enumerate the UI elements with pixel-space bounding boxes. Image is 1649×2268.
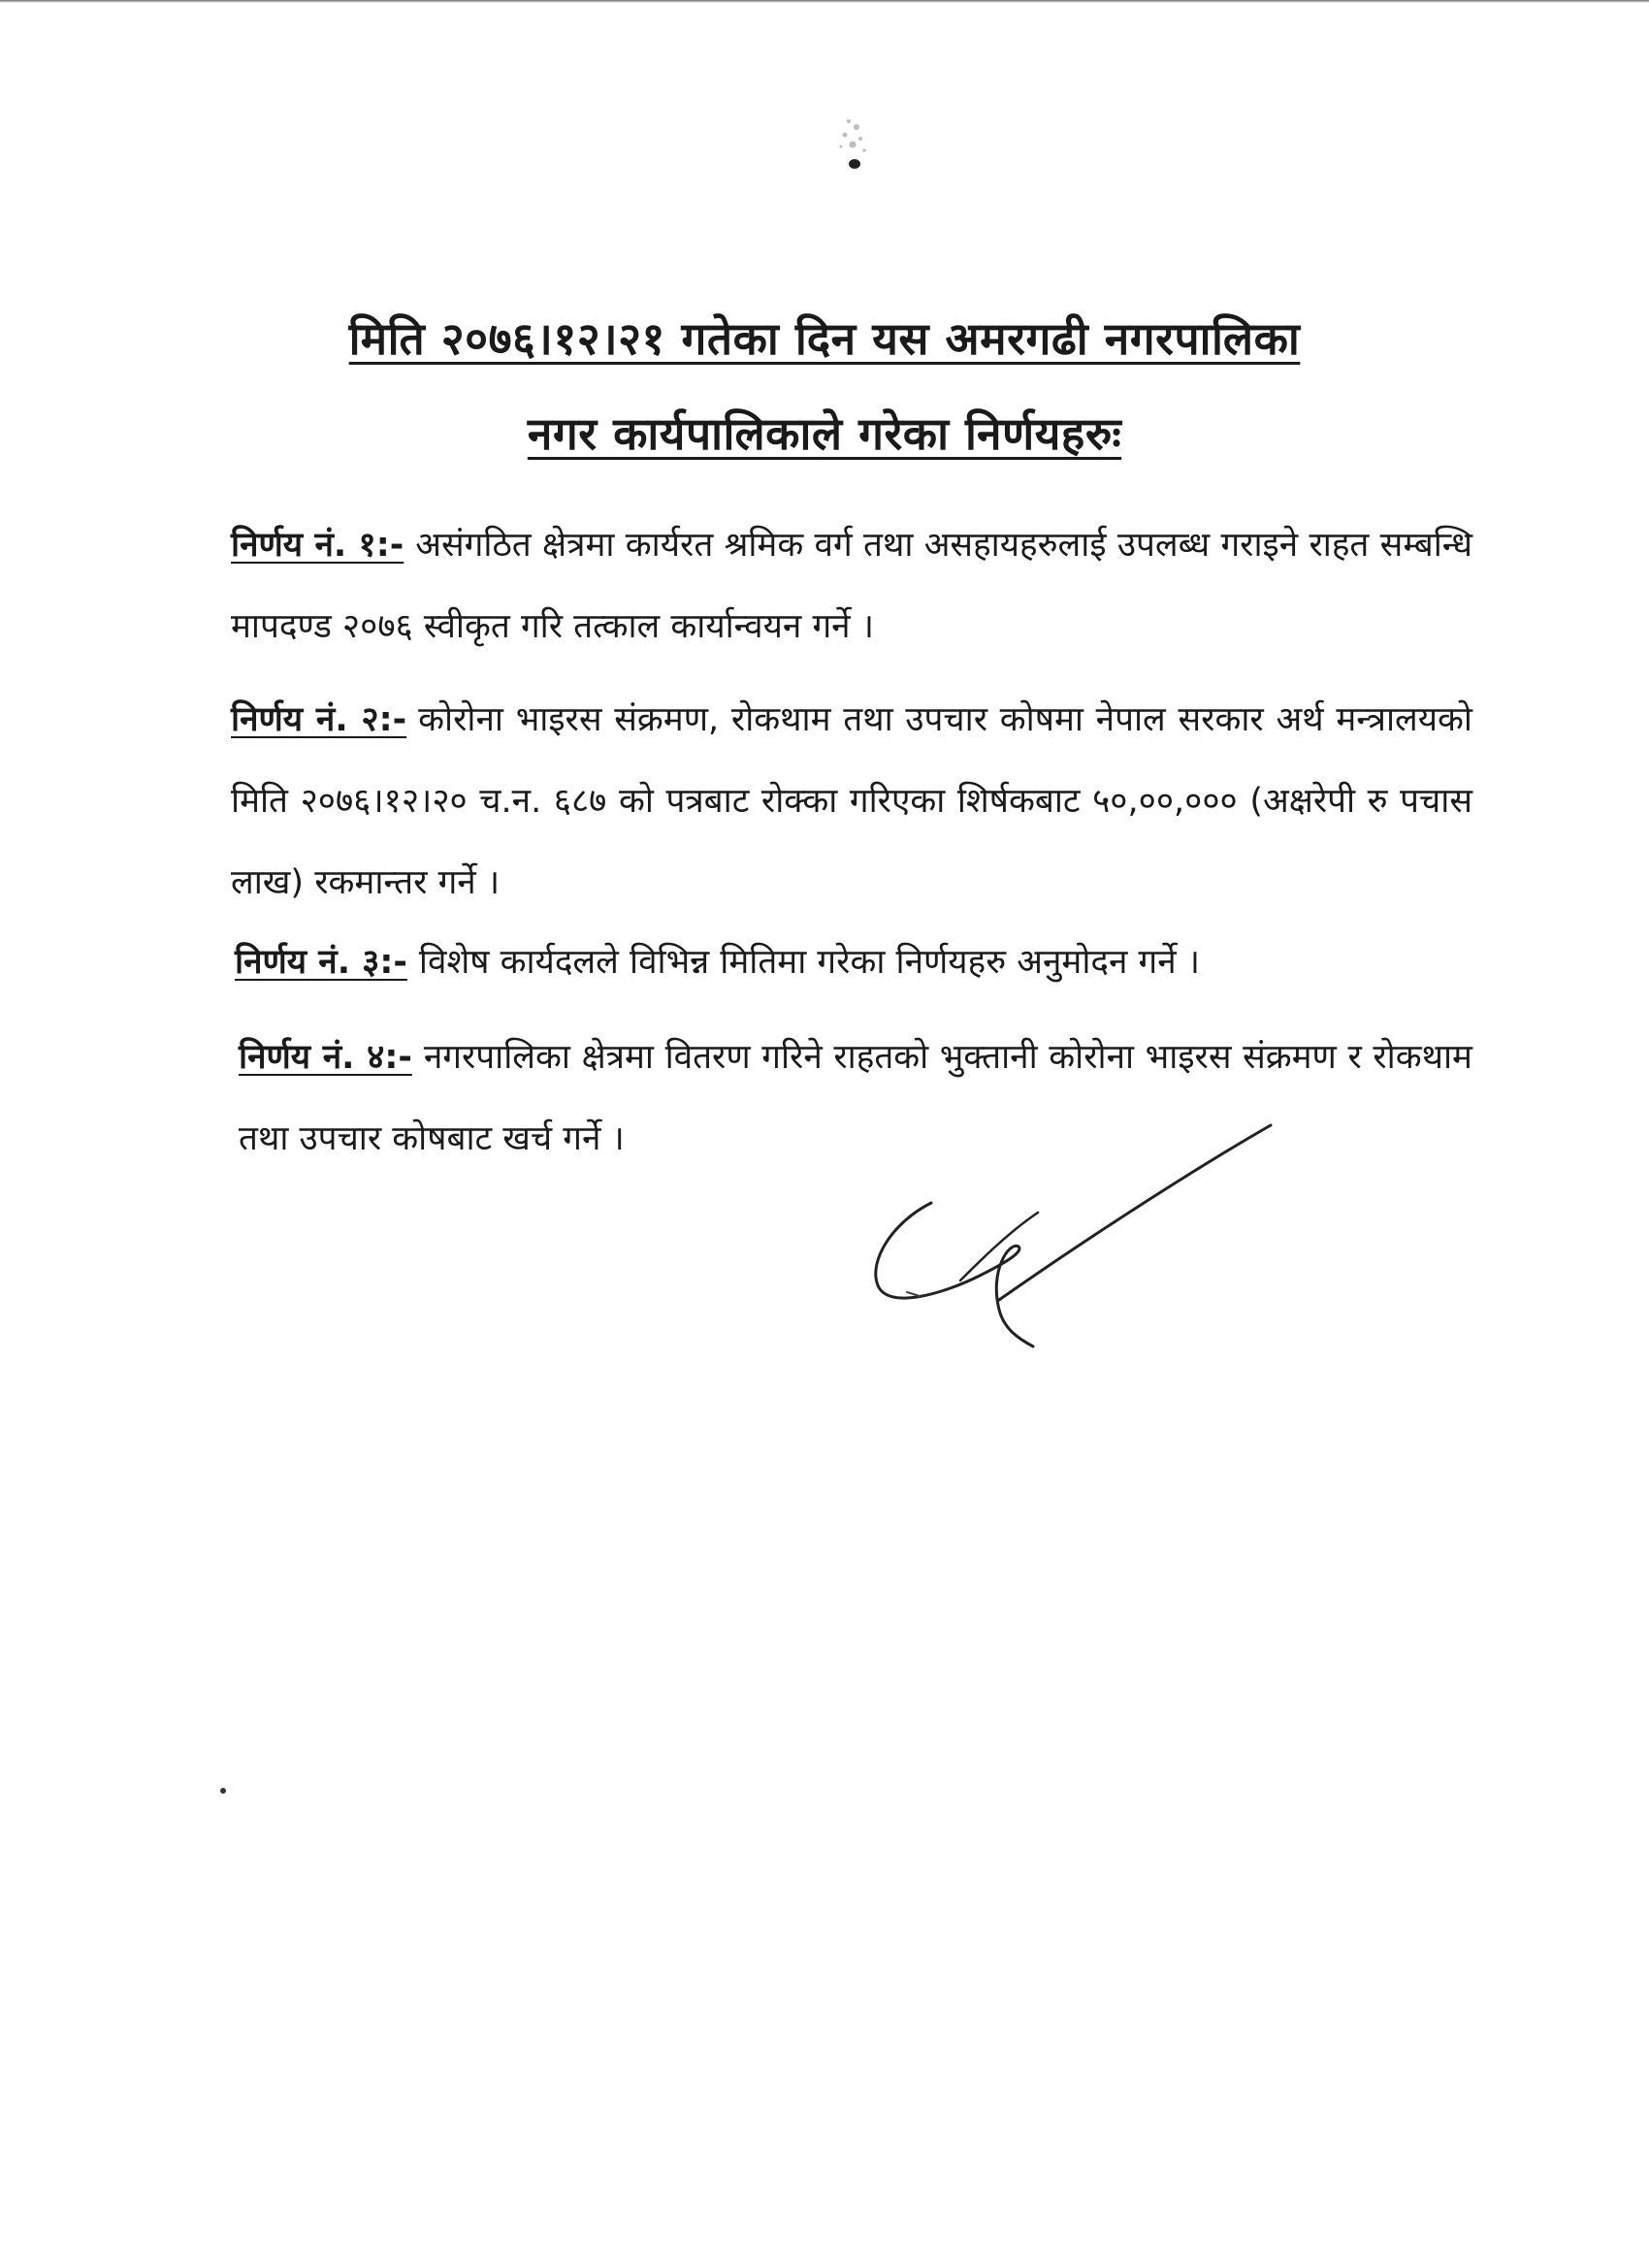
decision-3-text: विशेष कार्यदलले विभिन्न मितिमा गरेका निर्णयहरु अनुमोदन गर्ने ।: [418, 943, 1201, 982]
decision-1-label: निर्णय नं. १:-: [231, 526, 404, 565]
decision-2-label: निर्णय नं. २:-: [231, 700, 407, 739]
decision-4-label: निर्णय नं. ४:-: [239, 1038, 412, 1077]
title-line-2: नगर कार्यपालिकाले गरेका निर्णयहरुः: [527, 407, 1122, 460]
decision-4-text: नगरपालिका क्षेत्रमा वितरण गरिने राहतको भुक्तानी कोरोना भाइरस संक्रमण र रोकथाम तथा उपचार कोषबाट खर्च गर्ने ।: [239, 1038, 1472, 1158]
title-line-1: मिति २०७६।१२।२१ गतेका दिन यस अमरगढी नगरपालिका: [348, 312, 1301, 365]
decision-3-label: निर्णय नं. ३:-: [235, 943, 407, 982]
page-title: [0, 312, 1649, 366]
scan-edge-shadow: [0, 0, 1649, 3]
decision-3: [235, 922, 1457, 1003]
ink-smudge-mark: [820, 102, 888, 179]
decision-1-text: असंगठित क्षेत्रमा कार्यरत श्रमिक वर्ग तथा असहायहरुलाई उपलब्ध गराइने राहत सम्बन्धि मापदण्ड २०७६ स्वीकृत गरि तत्काल कार्यान्वयन गर्ने ।: [231, 526, 1472, 646]
stray-ink-dot: [220, 1788, 226, 1794]
decision-1: [231, 504, 1472, 667]
decision-2-text: कोरोना भाइरस संक्रमण, रोकथाम तथा उपचार कोषमा नेपाल सरकार अर्थ मन्त्रालयको मिति २०७६।१२।२० च.न. ६८७ को पत्रबाट रोक्का गरिएका शिर्षकबाट ५०,००,००० (अक्षरेपी रु पचास लाख) रकमान्तर गर्ने ।: [231, 700, 1472, 902]
handwritten-signature: [854, 1116, 1300, 1348]
decision-2: [231, 679, 1472, 923]
page-subtitle: [0, 407, 1649, 461]
